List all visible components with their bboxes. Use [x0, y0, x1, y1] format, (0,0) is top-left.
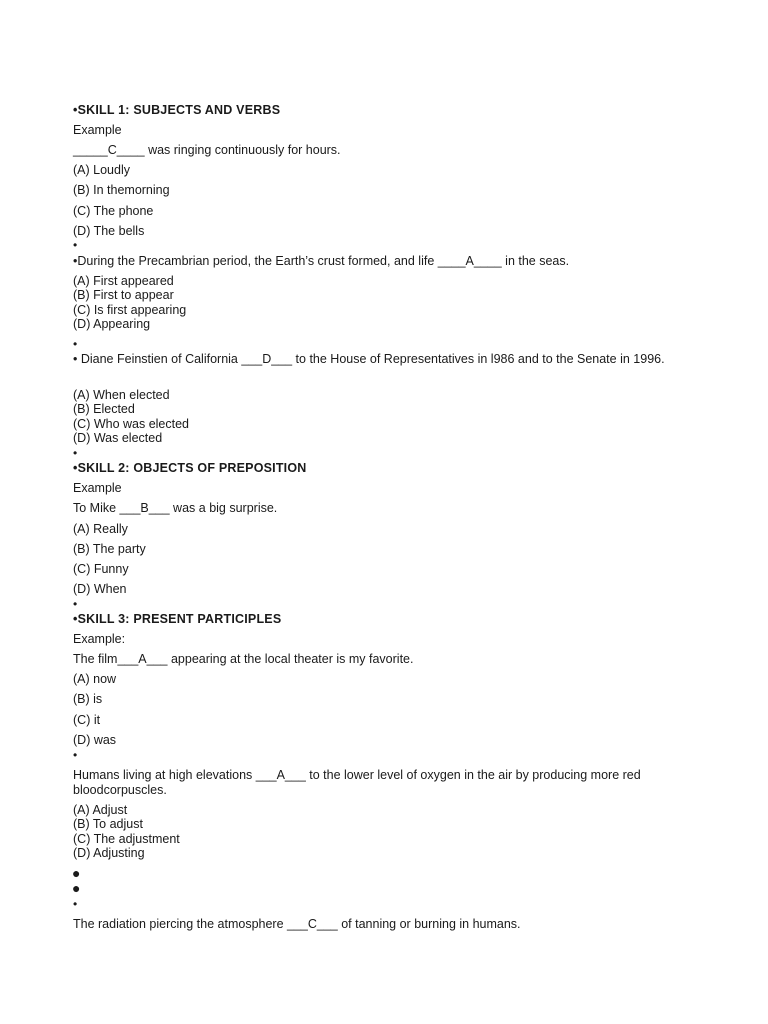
- answer-option: (D) Adjusting: [73, 846, 145, 860]
- example-label: Example: [73, 123, 122, 137]
- answer-option: (D) Was elected: [73, 431, 163, 445]
- question-stem: Humans living at high elevations ___A___ to the lower level of oxygen in the air by producing more red bloodcorpuscles.: [73, 768, 641, 797]
- skill-2-heading: •SKILL 2: OBJECTS OF PREPOSITION: [73, 461, 307, 475]
- skill-1-heading: •SKILL 1: SUBJECTS AND VERBS: [73, 103, 281, 117]
- question-stem: _____C____ was ringing continuously for hours.: [73, 143, 341, 157]
- answer-option: (B) Elected: [73, 402, 135, 416]
- answer-option: (C) Funny: [73, 562, 129, 576]
- example-label: Example:: [73, 632, 126, 646]
- answer-option: (A) First appeared: [73, 274, 174, 288]
- bullet: •: [73, 897, 78, 911]
- answer-option: (A) When elected: [73, 388, 170, 402]
- answer-option: (A) now: [73, 672, 117, 686]
- question-stem: • Diane Feinstien of California ___D___ to the House of Representatives in l986 and to the Senate in 1996.: [73, 352, 665, 366]
- answer-option: (D) When: [73, 582, 127, 596]
- answer-option: (D) was: [73, 733, 117, 747]
- answer-option: (A) Loudly: [73, 163, 130, 177]
- answer-option: (C) Is first appearing: [73, 303, 187, 317]
- answer-option: (C) Who was elected: [73, 417, 190, 431]
- answer-option: (B) The party: [73, 542, 146, 556]
- answer-option: (B) In themorning: [73, 183, 170, 197]
- answer-option: (C) it: [73, 713, 101, 727]
- example-label: Example: [73, 481, 122, 495]
- answer-option: (C) The phone: [73, 204, 154, 218]
- answer-option: (D) The bells: [73, 224, 145, 238]
- bullet: •: [73, 446, 78, 460]
- question-stem: The film___A___ appearing at the local theater is my favorite.: [73, 652, 414, 666]
- answer-option: (A) Adjust: [73, 803, 128, 817]
- answer-option: (B) First to appear: [73, 288, 174, 302]
- question-stem: The radiation piercing the atmosphere ___C___ of tanning or burning in humans.: [73, 917, 521, 931]
- bullet: •: [73, 597, 78, 611]
- answer-option: (D) Appearing: [73, 317, 151, 331]
- question-stem: •During the Precambrian period, the Earth’s crust formed, and life ____A____ in the seas.: [73, 254, 570, 268]
- answer-option: (B) is: [73, 692, 103, 706]
- bullet: •: [73, 238, 78, 252]
- answer-option: (A) Really: [73, 522, 128, 536]
- bullet: ●: [72, 880, 81, 896]
- question-stem: To Mike ___B___ was a big surprise.: [73, 501, 278, 515]
- bullet: •: [73, 748, 78, 762]
- skill-3-heading: •SKILL 3: PRESENT PARTICIPLES: [73, 612, 282, 626]
- bullet: •: [73, 337, 78, 351]
- answer-option: (C) The adjustment: [73, 832, 180, 846]
- bullet: ●: [72, 865, 81, 881]
- answer-option: (B) To adjust: [73, 817, 143, 831]
